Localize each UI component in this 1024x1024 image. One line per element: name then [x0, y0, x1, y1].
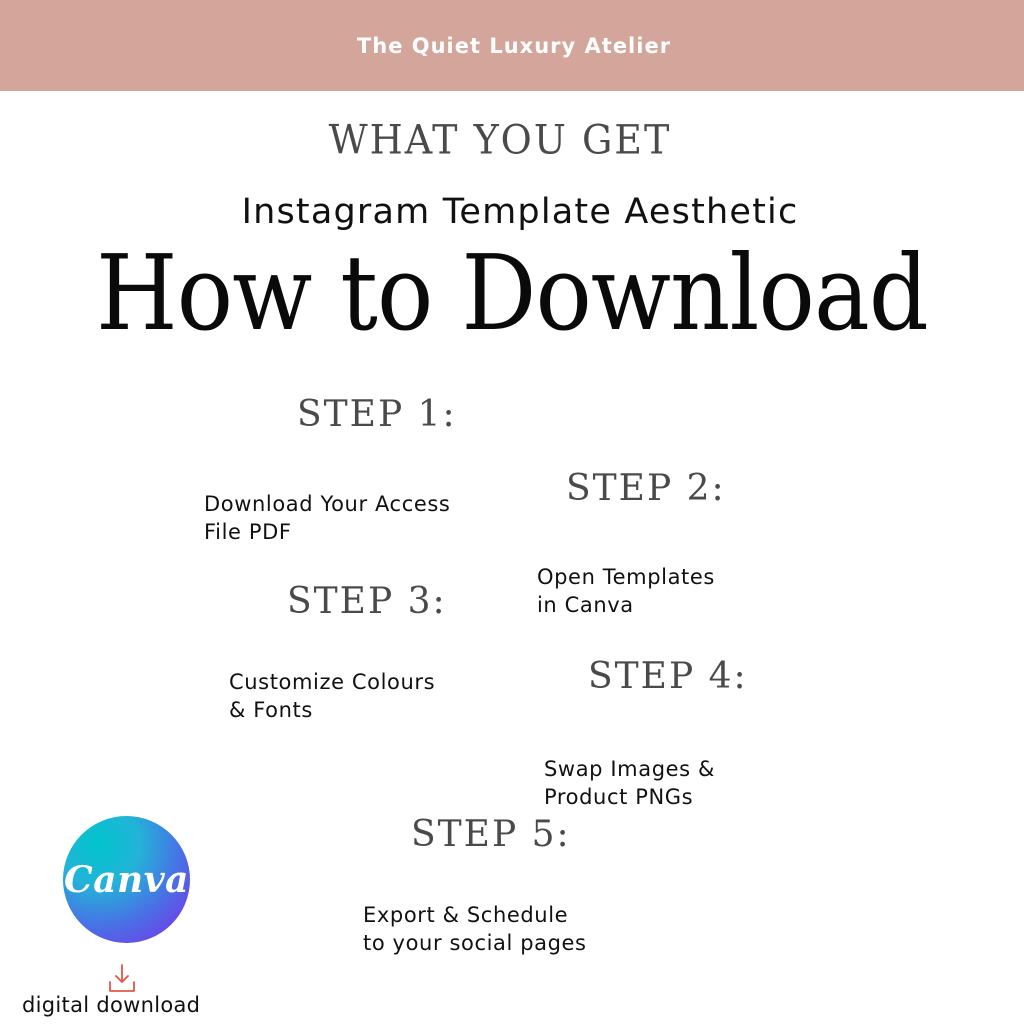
step-1-description [204, 490, 450, 546]
eyebrow-heading: WHAT YOU GET [328, 116, 672, 164]
step-3-label: STEP 3: [287, 581, 447, 622]
step-3-description [229, 668, 435, 724]
canva-logo-text: Canva [64, 858, 189, 901]
step-4-label: STEP 4: [588, 656, 748, 697]
brand-name: The Quiet Luxury Atelier [356, 33, 672, 58]
step-5-line-1: Export & Schedule [363, 903, 569, 927]
step-1-label: STEP 1: [297, 394, 457, 435]
step-3-line-1: Customize Colours [229, 670, 436, 694]
subtitle: Instagram Template Aesthetic [241, 192, 799, 232]
page-title: How to Download [96, 232, 928, 354]
step-5-label: STEP 5: [411, 814, 571, 855]
step-5-line-2: to your social pages [363, 931, 587, 955]
step-5-description [363, 901, 587, 957]
step-4-description [544, 755, 715, 811]
step-2-line-2: in Canva [537, 593, 634, 617]
download-icon [107, 962, 137, 994]
step-4-line-2: Product PNGs [544, 785, 694, 809]
step-1-line-2: File PDF [204, 520, 292, 544]
digital-download-caption: digital download [22, 993, 201, 1017]
brand-banner [0, 0, 1024, 91]
step-1-line-1: Download Your Access [204, 492, 451, 516]
step-2-line-1: Open Templates [537, 565, 715, 589]
canva-logo [63, 816, 190, 943]
step-4-line-1: Swap Images & [544, 757, 715, 781]
step-2-label: STEP 2: [566, 468, 726, 509]
step-2-description [537, 563, 715, 619]
step-3-line-2: & Fonts [229, 698, 313, 722]
